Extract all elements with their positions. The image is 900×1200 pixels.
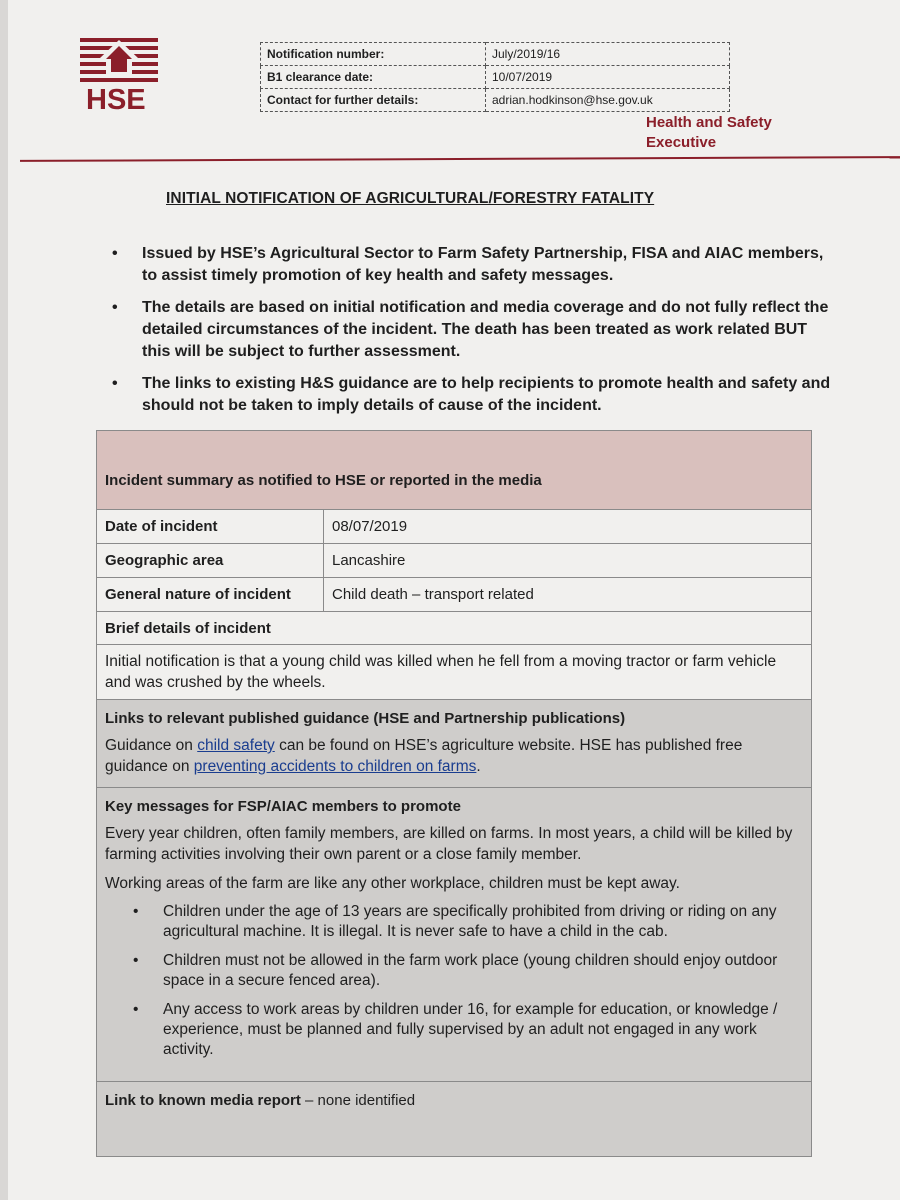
guidance-cell [97,700,812,788]
brief-label-row [97,612,812,645]
list-item: • Any access to work areas by children under 16, for example for education, or knowledge / experience, must be planned and fully supervised by an adult not engaged in any work activity. [133,1001,778,1058]
field-label: Date of incident [97,510,324,544]
brief-text: Initial notification is that a young child was killed when he fell from a moving tractor or farm vehicle and was crushed by the wheels. [97,645,812,700]
media-label: Link to known media report [105,1092,301,1109]
table-row [97,578,812,612]
notification-value: 10/07/2019 [486,66,730,89]
bullet-icon: • [133,903,139,920]
logo-text: HSE [86,84,146,116]
key-messages-list [105,902,803,1060]
list-item: • Children must not be allowed in the farm work place (young children should enjoy outdoor space in a secure fenced area). [133,952,778,989]
media-cell [97,1082,812,1157]
bullet-icon: • [133,1001,139,1018]
org-name [646,113,772,153]
document-title: INITIAL NOTIFICATION OF AGRICULTURAL/FORESTRY FATALITY [166,190,655,207]
intro-bullets [112,243,832,427]
key-messages-heading: Key messages for FSP/AIAC members to promote [105,798,461,815]
notification-box [260,42,730,112]
org-name-line2: Executive [646,134,717,151]
summary-heading-row [97,431,812,510]
notification-label: Contact for further details: [261,89,486,112]
org-name-line1: Health and Safety [646,114,772,131]
guidance-heading: Links to relevant published guidance (HSE and Partnership publications) [105,710,626,727]
bullet-icon: • [133,952,139,969]
notification-row [261,89,730,112]
bullet-icon: • [112,375,118,392]
key-messages-row [97,788,812,1082]
media-row [97,1082,812,1157]
field-label: General nature of incident [97,578,324,612]
guidance-text: Guidance on child safety can be found on HSE’s agriculture website. HSE has published free guidance on preventing accidents to children on farms. [105,737,743,775]
notification-label: B1 clearance date: [261,66,486,89]
field-value: Lancashire [324,544,812,578]
document-page [8,0,900,1200]
table-row [97,544,812,578]
summary-heading: Incident summary as notified to HSE or reported in the media [97,431,812,510]
intro-bullet: • Issued by HSE’s Agricultural Sector to Farm Safety Partnership, FISA and AIAC members, to assist timely promotion of key health and safety messages. [112,245,824,284]
notification-label: Notification number: [261,43,486,66]
key-messages-para: Working areas of the farm are like any other workplace, children must be kept away. [105,875,680,892]
child-safety-link[interactable]: child safety [197,737,275,754]
field-label: Geographic area [97,544,324,578]
bullet-icon: • [112,299,118,316]
table-row [97,510,812,544]
intro-bullet: • The links to existing H&S guidance are to help recipients to promote health and safety and should not be taken to imply details of cause of the incident. [112,375,831,414]
preventing-accidents-link[interactable]: preventing accidents to children on farms [193,758,477,775]
key-messages-para: Every year children, often family members, are killed on farms. In most years, a child will be killed by farming activities involving their own parent or a close family member. [105,825,793,863]
notification-value: adrian.hodkinson@hse.gov.uk [486,89,730,112]
header-divider [20,156,900,162]
brief-label: Brief details of incident [97,612,812,645]
key-messages-cell [97,788,812,1082]
notification-value: July/2019/16 [486,43,730,66]
media-value: – none identified [300,1092,416,1109]
field-value: Child death – transport related [324,578,812,612]
list-item: • Children under the age of 13 years are specifically prohibited from driving or riding on any agricultural machine. It is illegal. It is never safe to have a child in the cab. [133,903,777,940]
intro-bullet: • The details are based on initial notification and media coverage and do not fully reflect the detailed circumstances of the incident. The death has been treated as work related BUT this will be subject to further assessment. [112,299,829,360]
notification-row [261,66,730,89]
notification-row [261,43,730,66]
incident-table [96,430,812,1157]
bullet-icon: • [112,245,118,262]
guidance-row [97,700,812,788]
field-value: 08/07/2019 [324,510,812,544]
brief-text-row [97,645,812,700]
